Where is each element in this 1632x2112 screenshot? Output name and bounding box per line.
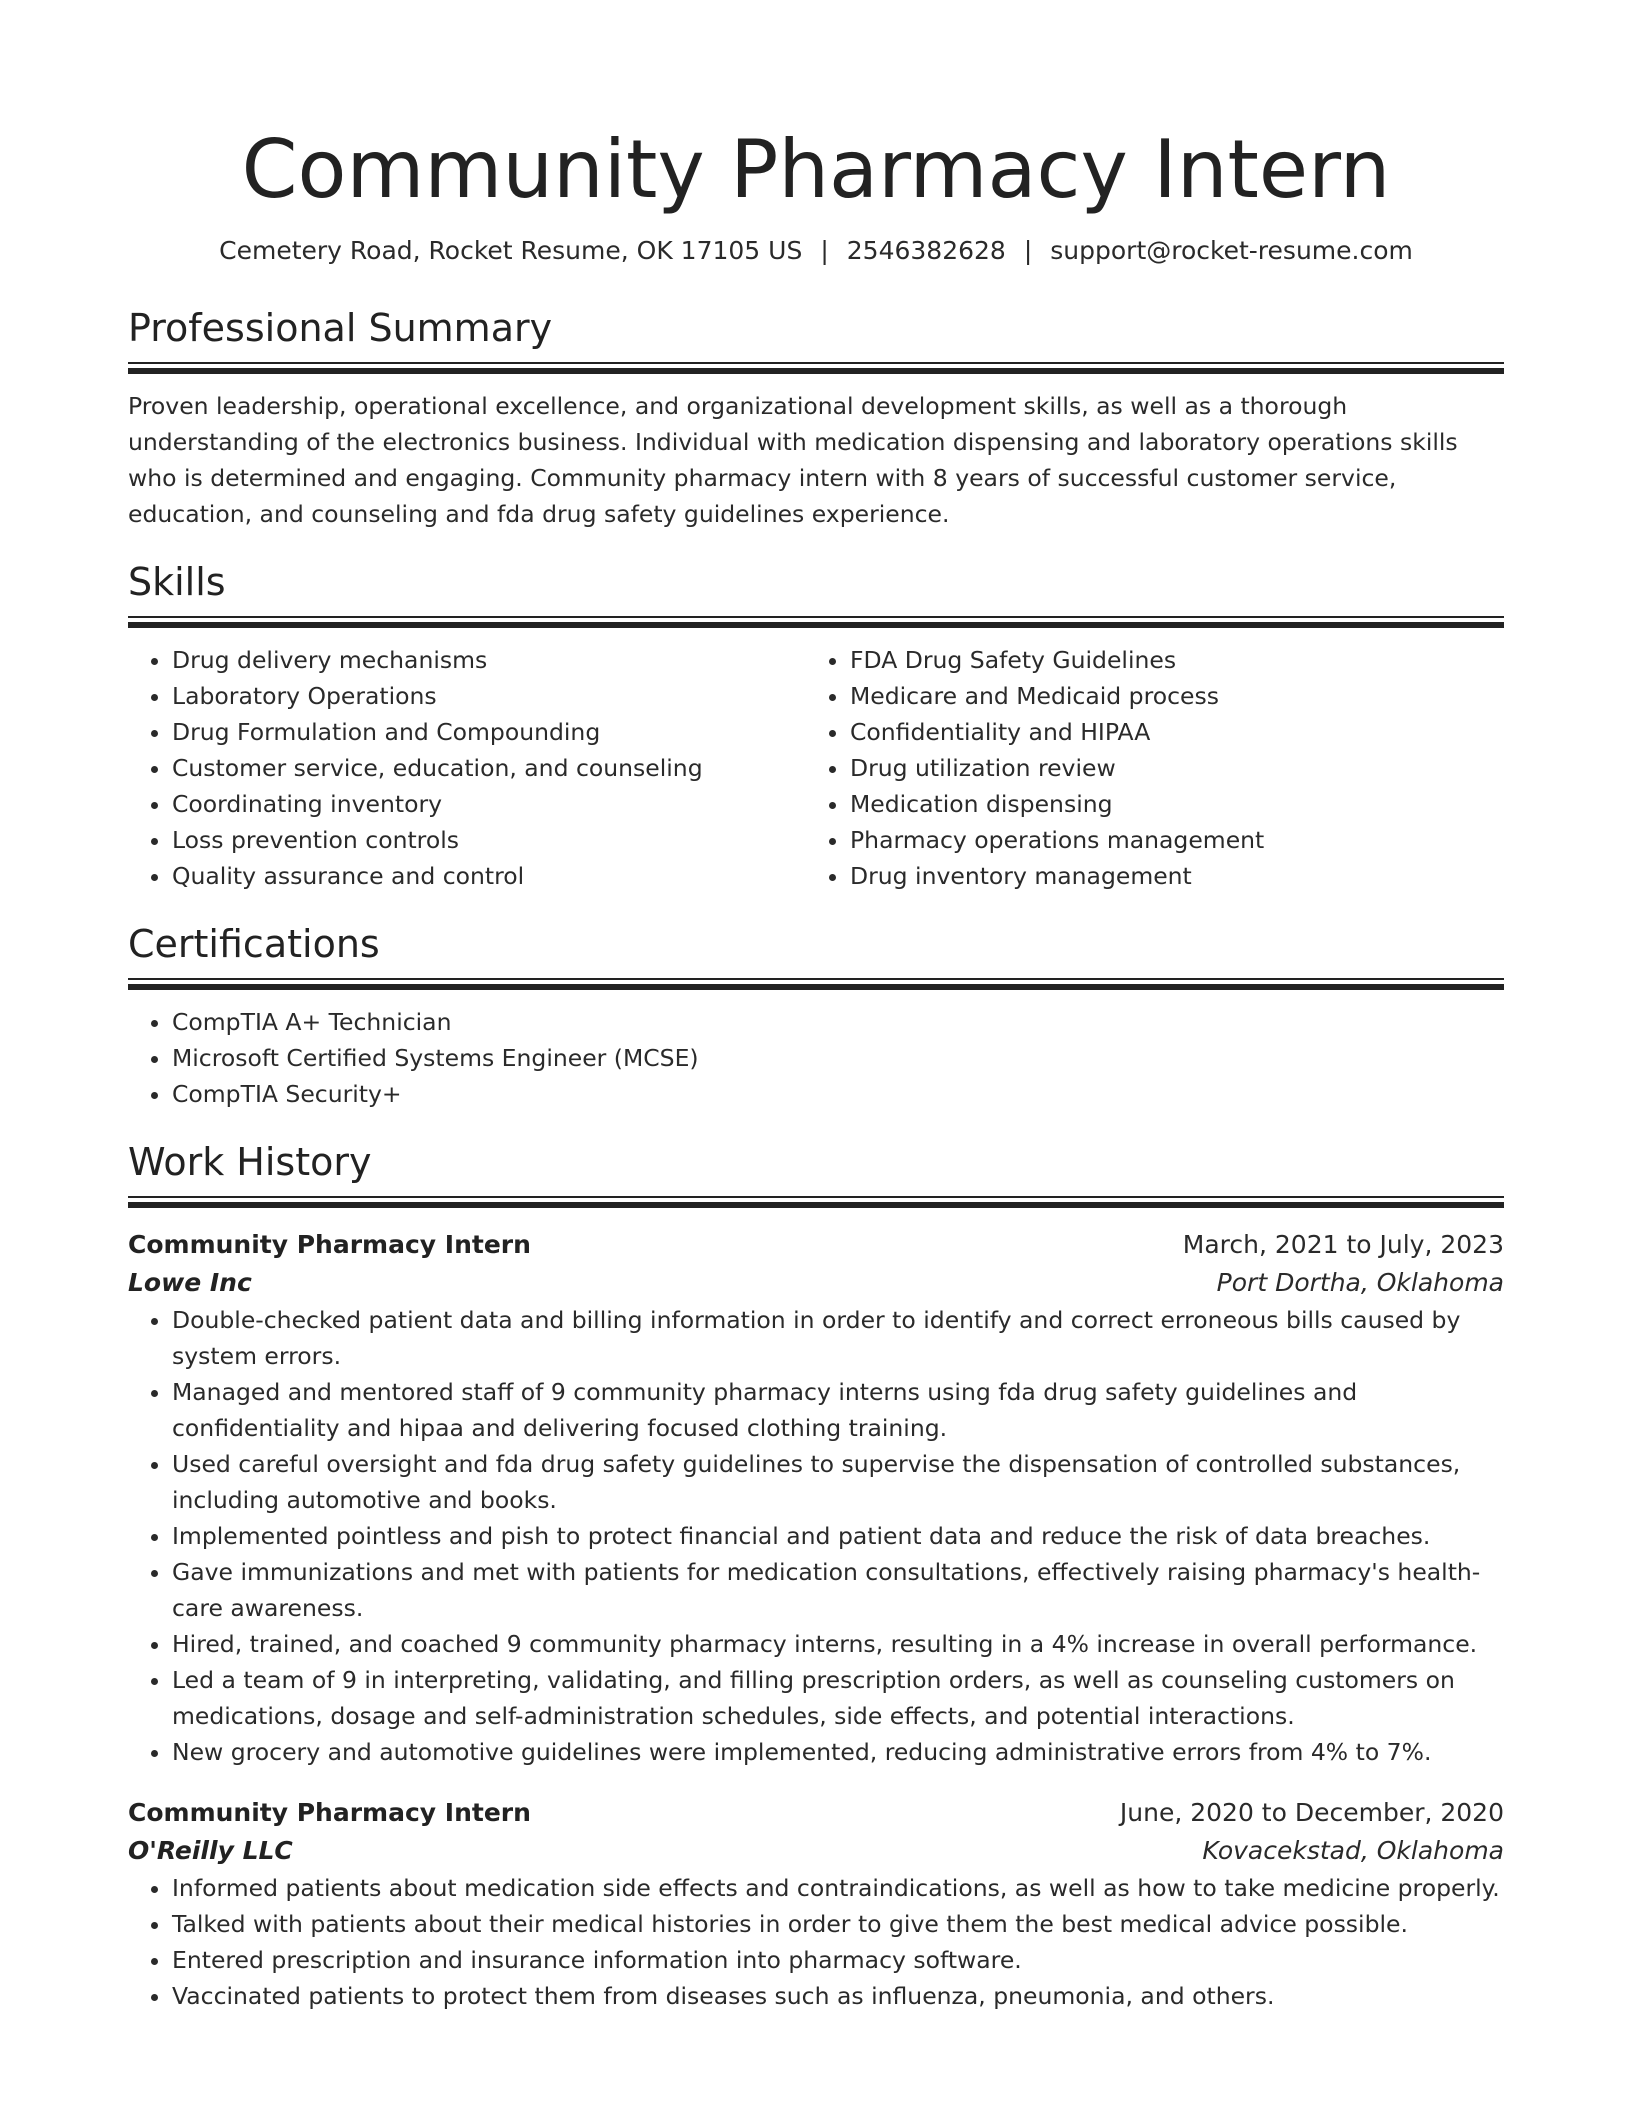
skills-column-left [128, 642, 806, 894]
job-company: Lowe Inc [128, 1268, 252, 1297]
job-dates: June, 2020 to December, 2020 [1119, 1798, 1504, 1827]
skills-section [128, 558, 1504, 894]
job-duty-item: • New grocery and automotive guidelines were implemented, reducing administrative errors from 4% to 7%. [172, 1734, 1504, 1770]
skill-item: • Drug delivery mechanisms [172, 642, 806, 678]
skills-columns [128, 642, 1504, 894]
section-title-summary: Professional Summary [128, 306, 553, 350]
job-duty-item: • Informed patients about medication side effects and contraindications, as well as how to take medicine properly. [172, 1870, 1504, 1906]
skill-item: • Drug utilization review [850, 750, 1484, 786]
job-location: Kovacekstad, Oklahoma [1202, 1836, 1504, 1865]
skill-item: • Drug inventory management [850, 858, 1484, 894]
contact-separator: | [1023, 236, 1033, 265]
certification-item: • CompTIA A+ Technician [172, 1004, 1504, 1040]
skill-item: • Laboratory Operations [172, 678, 806, 714]
contact-email: support@rocket-resume.com [1050, 236, 1413, 265]
contact-phone: 2546382628 [846, 236, 1006, 265]
skills-list-right [806, 642, 1484, 894]
job-subheader [128, 1832, 1504, 1870]
contact-address: Cemetery Road, Rocket Resume, OK 17105 US [219, 236, 803, 265]
skill-item: • Pharmacy operations management [850, 822, 1484, 858]
certification-item: • CompTIA Security+ [172, 1076, 1504, 1112]
work-history-section [128, 1138, 1504, 2014]
section-divider [128, 978, 1504, 990]
skill-item: • FDA Drug Safety Guidelines [850, 642, 1484, 678]
skill-item: • Medicare and Medicaid process [850, 678, 1484, 714]
job-duty-item: • Implemented pointless and pish to protect financial and patient data and reduce the risk of data breaches. [172, 1518, 1504, 1554]
contact-separator: | [820, 236, 829, 265]
skill-item: • Quality assurance and control [172, 858, 806, 894]
job-entry [128, 1794, 1504, 2014]
job-duties-list [128, 1870, 1504, 2014]
job-subheader [128, 1264, 1504, 1302]
job-company: O'Reilly LLC [128, 1836, 293, 1865]
job-dates: March, 2021 to July, 2023 [1182, 1230, 1504, 1259]
skill-item: • Drug Formulation and Compounding [172, 714, 806, 750]
job-duty-item: • Gave immunizations and met with patients for medication consultations, effectively raising pharmacy's health-care awareness. [172, 1554, 1504, 1626]
job-header [128, 1794, 1504, 1832]
job-duty-item: • Vaccinated patients to protect them from diseases such as influenza, pneumonia, and others. [172, 1978, 1504, 2014]
job-duty-item: • Managed and mentored staff of 9 community pharmacy interns using fda drug safety guidelines and confidentiality and hipaa and delivering focused clothing training. [172, 1374, 1504, 1446]
job-duty-item: • Talked with patients about their medical histories in order to give them the best medical advice possible. [172, 1906, 1504, 1942]
resume-page [128, 120, 1504, 2014]
job-duty-item: • Double-checked patient data and billing information in order to identify and correct erroneous bills caused by system errors. [172, 1302, 1504, 1374]
job-header [128, 1226, 1504, 1264]
contact-line [128, 234, 1504, 268]
section-title-certifications: Certifications [128, 922, 380, 966]
section-divider [128, 362, 1504, 374]
certifications-list [128, 1004, 1504, 1112]
section-divider [128, 616, 1504, 628]
skill-item: • Confidentiality and HIPAA [850, 714, 1484, 750]
section-title-skills: Skills [128, 560, 226, 604]
resume-name: Community Pharmacy Intern [241, 123, 1391, 216]
summary-section [128, 304, 1504, 532]
job-duty-item: • Led a team of 9 in interpreting, validating, and filling prescription orders, as well as counseling customers on medications, dosage and self-administration schedules, side effects, and potential interactions. [172, 1662, 1504, 1734]
skills-list-left [128, 642, 806, 894]
summary-text: Proven leadership, operational excellence, and organizational development skills, as well as a thorough understanding of the electronics business. Individual with medication dispensing and laboratory operations skills who is determined and engaging. Community pharmacy intern with 8 years of successful customer service, education, and counseling and fda drug safety guidelines experience. [128, 392, 1458, 528]
section-title-work-history: Work History [128, 1140, 372, 1184]
certifications-section [128, 920, 1504, 1112]
job-duty-item: • Entered prescription and insurance information into pharmacy software. [172, 1942, 1504, 1978]
skill-item: • Loss prevention controls [172, 822, 806, 858]
skills-column-right [806, 642, 1484, 894]
certification-item: • Microsoft Certified Systems Engineer (MCSE) [172, 1040, 1504, 1076]
job-entry [128, 1226, 1504, 1770]
skill-item: • Medication dispensing [850, 786, 1484, 822]
job-location: Port Dortha, Oklahoma [1216, 1268, 1504, 1297]
job-title: Community Pharmacy Intern [128, 1230, 531, 1259]
skill-item: • Customer service, education, and counseling [172, 750, 806, 786]
skill-item: • Coordinating inventory [172, 786, 806, 822]
job-duty-item: • Hired, trained, and coached 9 community pharmacy interns, resulting in a 4% increase in overall performance. [172, 1626, 1504, 1662]
section-divider [128, 1196, 1504, 1208]
job-title: Community Pharmacy Intern [128, 1798, 531, 1827]
job-duties-list [128, 1302, 1504, 1770]
job-duty-item: • Used careful oversight and fda drug safety guidelines to supervise the dispensation of controlled substances, including automotive and books. [172, 1446, 1504, 1518]
